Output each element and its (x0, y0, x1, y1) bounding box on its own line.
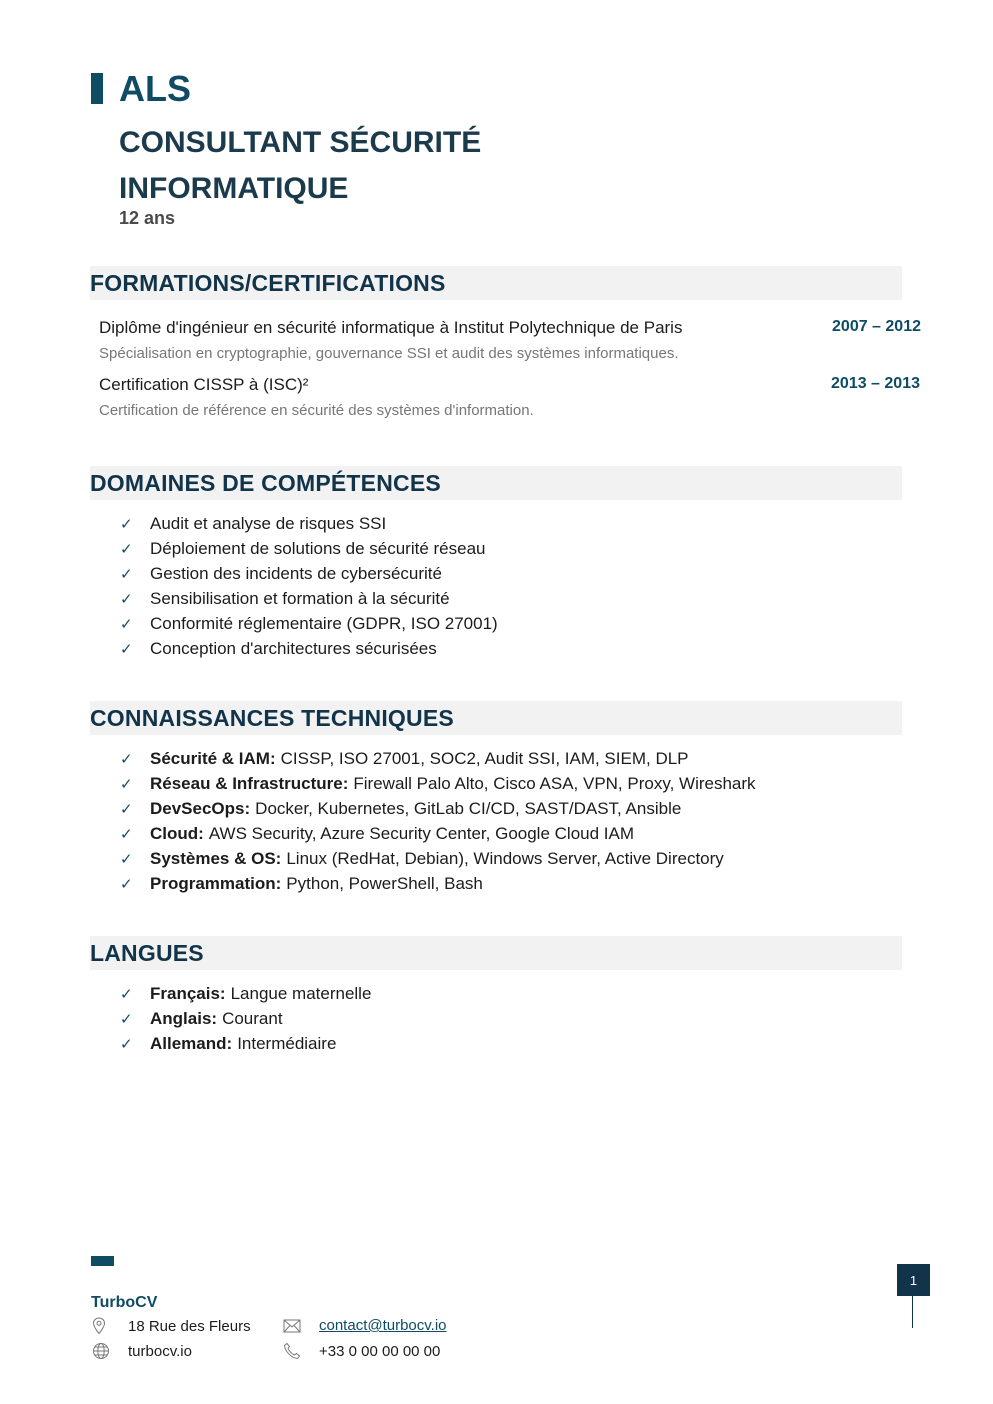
technical-skills-list (120, 746, 756, 896)
skill-value: AWS Security, Azure Security Center, Google Cloud IAM (208, 823, 635, 843)
list-item (120, 1031, 371, 1056)
section-heading: CONNAISSANCES TECHNIQUES (90, 705, 454, 731)
section-langues (90, 936, 902, 970)
footer-email (283, 1317, 447, 1334)
list-item: ✓ Conformité réglementaire (GDPR, ISO 27001) (120, 613, 498, 633)
list-item: ✓ Conception d'architectures sécurisées (120, 638, 437, 658)
globe-icon (92, 1342, 128, 1360)
language-level: Langue maternelle (230, 983, 372, 1003)
email-link[interactable]: contact@turbocv.io (319, 1317, 447, 1334)
section-heading: LANGUES (90, 940, 204, 966)
language-label: Anglais: (150, 1008, 218, 1028)
check-icon: ✓ (120, 875, 133, 893)
skills-domain-list (120, 511, 498, 661)
education-date: 2013 – 2013 (831, 375, 920, 392)
check-icon: ✓ (120, 850, 133, 868)
footer-brand: TurboCV (91, 1294, 158, 1311)
check-icon: ✓ (120, 750, 133, 768)
education-description: Spécialisation en cryptographie, gouvernance SSI et audit des systèmes informatiques. (99, 345, 679, 362)
skill-label: DevSecOps: (150, 798, 251, 818)
footer-address: 18 Rue des Fleurs (92, 1317, 251, 1335)
skill-value: Firewall Palo Alto, Cisco ASA, VPN, Proxy, Wireshark (353, 773, 756, 793)
skill-label: Sécurité & IAM: (150, 748, 276, 768)
education-title: Diplôme d'ingénieur en sécurité informatique à Institut Polytechnique de Paris (99, 318, 683, 337)
list-item: ✓ Audit et analyse de risques SSI (120, 513, 387, 533)
check-icon: ✓ (120, 1035, 133, 1053)
skill-value: CISSP, ISO 27001, SOC2, Audit SSI, IAM, SIEM, DLP (280, 748, 689, 768)
list-item (120, 771, 756, 796)
envelope-icon (283, 1319, 319, 1333)
page-number: 1 (897, 1264, 930, 1296)
candidate-name: ALS (119, 68, 191, 109)
education-title: Certification CISSP à (ISC)² (99, 375, 309, 394)
skill-value: Linux (RedHat, Debian), Windows Server, Active Directory (286, 848, 724, 868)
check-icon: ✓ (120, 640, 133, 658)
experience-years: 12 ans (119, 208, 176, 228)
list-item: ✓ Déploiement de solutions de sécurité réseau (120, 538, 486, 558)
language-level: Courant (222, 1008, 283, 1028)
check-icon: ✓ (120, 615, 133, 633)
check-icon: ✓ (120, 590, 133, 608)
section-connaissances (90, 701, 902, 735)
list-item (120, 796, 756, 821)
check-icon: ✓ (120, 985, 133, 1003)
section-formations (90, 266, 902, 300)
check-icon: ✓ (120, 1010, 133, 1028)
section-heading: FORMATIONS/CERTIFICATIONS (90, 270, 446, 296)
list-item (120, 1006, 371, 1031)
list-item: ✓ Gestion des incidents de cybersécurité (120, 563, 442, 583)
location-pin-icon (92, 1317, 128, 1335)
header-accent-bar (91, 73, 103, 104)
list-item (120, 746, 756, 771)
page-number-line (912, 1296, 913, 1328)
footer-website: turbocv.io (92, 1342, 192, 1360)
check-icon: ✓ (120, 775, 133, 793)
section-heading: DOMAINES DE COMPÉTENCES (90, 470, 441, 496)
footer-phone: +33 0 00 00 00 00 (283, 1342, 440, 1360)
check-icon: ✓ (120, 800, 133, 818)
education-description: Certification de référence en sécurité des systèmes d'information. (99, 402, 534, 419)
language-level: Intermédiaire (237, 1033, 337, 1053)
skill-label: Réseau & Infrastructure: (150, 773, 349, 793)
skill-value: Python, PowerShell, Bash (286, 873, 483, 893)
education-item (99, 318, 921, 362)
skill-label: Cloud: (150, 823, 204, 843)
language-label: Allemand: (150, 1033, 233, 1053)
check-icon: ✓ (120, 540, 133, 558)
skill-label: Systèmes & OS: (150, 848, 282, 868)
language-label: Français: (150, 983, 226, 1003)
footer-accent-bar (91, 1256, 114, 1266)
education-item (99, 375, 921, 419)
list-item (120, 846, 756, 871)
skill-value: Docker, Kubernetes, GitLab CI/CD, SAST/DAST, Ansible (255, 798, 682, 818)
list-item (120, 821, 756, 846)
phone-icon (283, 1342, 319, 1360)
check-icon: ✓ (120, 565, 133, 583)
education-date: 2007 – 2012 (832, 318, 921, 335)
check-icon: ✓ (120, 825, 133, 843)
section-domaines (90, 466, 902, 500)
list-item (120, 871, 756, 896)
languages-list (120, 981, 371, 1056)
list-item: ✓ Sensibilisation et formation à la sécurité (120, 588, 450, 608)
list-item (120, 981, 371, 1006)
skill-label: Programmation: (150, 873, 282, 893)
job-title: CONSULTANT SÉCURITÉ INFORMATIQUE (119, 126, 482, 205)
check-icon: ✓ (120, 515, 133, 533)
